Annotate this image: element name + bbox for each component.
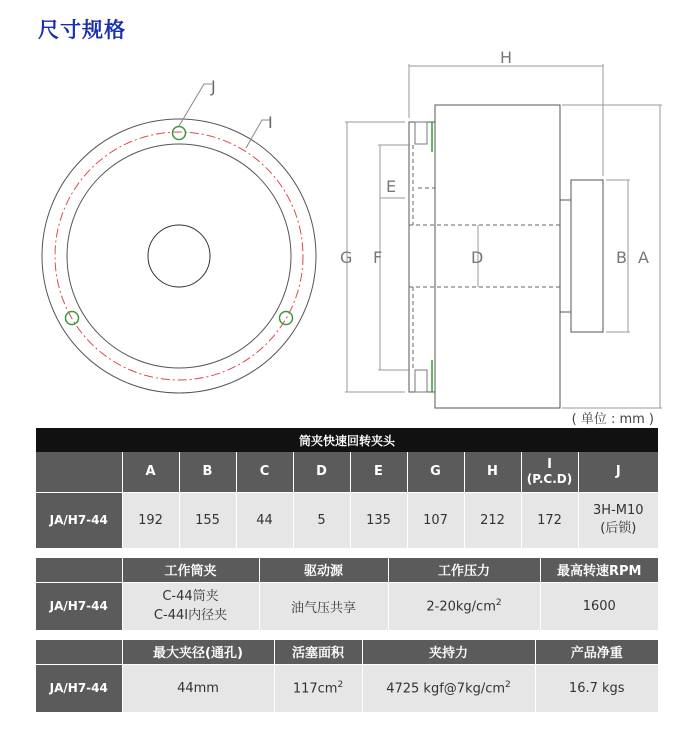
table3-corner: [36, 640, 122, 664]
table1-cell-g: 107: [407, 492, 464, 548]
table2-cell-rpm: 1600: [540, 582, 658, 630]
table3-header-piston: 活塞面积: [274, 640, 362, 664]
table3-force-value: 4725 kgf@7kg/cm: [386, 681, 506, 697]
table1-cell-e: 135: [350, 492, 407, 548]
table2-header-drive: 驱动源: [259, 558, 388, 582]
table1-header-i-sub: (P.C.D): [526, 471, 573, 486]
table1-row-label: JA/H7-44: [36, 492, 122, 548]
table1-cell-b: 155: [179, 492, 236, 548]
technical-drawing: [0, 40, 676, 410]
table1-cell-j: [578, 492, 658, 548]
dim-label-i: I: [268, 113, 273, 132]
table1-caption: 筒夹快速回转夹头: [36, 428, 658, 452]
table3-cell-max-dia: 44mm: [122, 664, 274, 712]
table2-collet-line2: C-44I内径夹: [153, 608, 228, 624]
table3-header-max-dia: 最大夹径(通孔): [122, 640, 274, 664]
table1-cell-i: 172: [521, 492, 578, 548]
table2-cell-pressure: [388, 582, 540, 630]
table2-collet-line1: C-44筒夹: [162, 589, 219, 605]
table2-header-rpm: 最高转速RPM: [540, 558, 658, 582]
spec-table-dimensions: [36, 428, 658, 548]
table3-cell-force: [362, 664, 535, 712]
table2-cell-drive: 油气压共享: [259, 582, 388, 630]
table1-cell-h: 212: [464, 492, 521, 548]
table3-piston-sup: 2: [337, 680, 344, 691]
side-view: [345, 64, 662, 408]
table1-cell-d: 5: [293, 492, 350, 548]
dim-label-a: A: [638, 248, 649, 267]
table1-cell-j-note: (后锁): [600, 521, 637, 537]
table2-header-collet: 工作筒夹: [122, 558, 259, 582]
dim-label-g: G: [340, 248, 353, 267]
front-view: [42, 84, 316, 393]
table3-cell-weight: 16.7 kgs: [535, 664, 658, 712]
table1-header-i-label: I: [547, 456, 552, 472]
table3-header-weight: 产品净重: [535, 640, 658, 664]
dim-label-e: E: [386, 177, 397, 196]
table3-piston-value: 117cm: [292, 681, 338, 697]
page-title: 尺寸规格: [38, 18, 126, 42]
unit-note: ( 单位 : mm ): [571, 412, 654, 427]
table1-header-g: G: [407, 452, 464, 492]
spec-table-performance: [36, 640, 658, 712]
dim-label-b: B: [616, 248, 627, 267]
table1-header-b: B: [179, 452, 236, 492]
table1-header-i: [521, 452, 578, 492]
table1-header-d: D: [293, 452, 350, 492]
dim-label-f: F: [373, 248, 383, 267]
table3-row-label: JA/H7-44: [36, 664, 122, 712]
table2-pressure-sup: 2: [495, 598, 502, 609]
table1-header-e: E: [350, 452, 407, 492]
table1-header-a: A: [122, 452, 179, 492]
table2-row-label: JA/H7-44: [36, 582, 122, 630]
dim-label-d: D: [471, 248, 484, 267]
table1-cell-j-value: 3H-M10: [593, 503, 644, 519]
table2-header-pressure: 工作压力: [388, 558, 540, 582]
table2-corner: [36, 558, 122, 582]
dim-label-j: J: [211, 77, 216, 96]
table2-pressure-value: 2-20kg/cm: [426, 599, 496, 615]
table1-cell-a: 192: [122, 492, 179, 548]
table2-cell-collet: [122, 582, 259, 630]
table1-header-c: C: [236, 452, 293, 492]
table1-header-j: J: [578, 452, 658, 492]
dim-label-h: H: [500, 48, 513, 67]
table1-corner: [36, 452, 122, 492]
table1-header-h: H: [464, 452, 521, 492]
spec-table-operation: [36, 558, 658, 630]
table1-cell-c: 44: [236, 492, 293, 548]
table3-header-force: 夹持力: [362, 640, 535, 664]
table3-cell-piston: [274, 664, 362, 712]
table3-force-sup: 2: [505, 680, 511, 691]
